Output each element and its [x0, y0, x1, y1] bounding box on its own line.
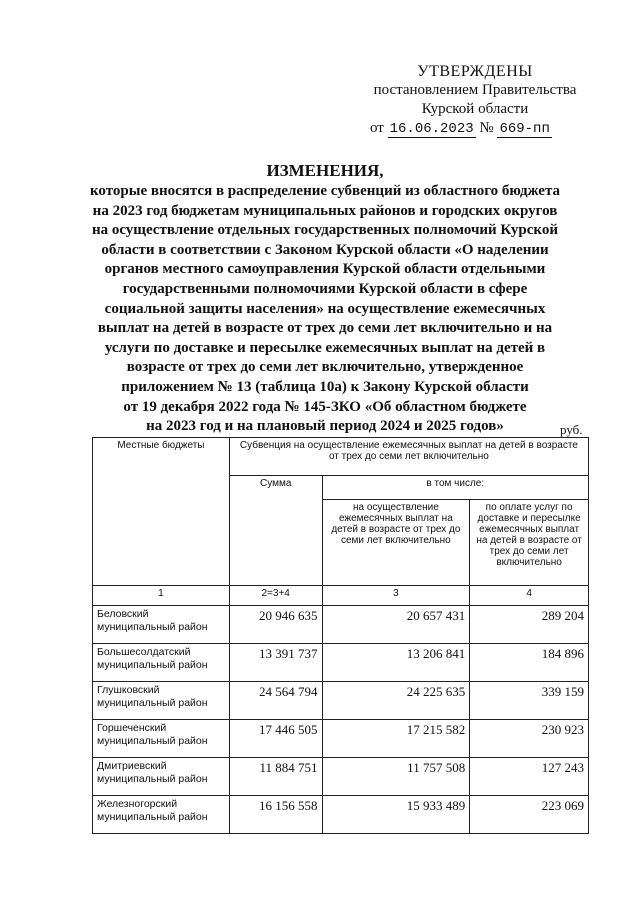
index-4: 4 [470, 586, 589, 606]
heading-line: на осуществление отдельных государственных полномочий Курской [91, 222, 559, 239]
row-name: Горшеченский муниципальный район [93, 720, 230, 758]
table-row [93, 720, 589, 758]
row-delivery: 127 243 [470, 758, 589, 796]
heading-line: услуги по доставке и пересылке ежемесячных выплат на детей в [104, 339, 546, 356]
row-sum: 17 446 505 [229, 720, 322, 758]
row-sum: 16 156 558 [229, 796, 322, 834]
heading-line: органов местного самоуправления Курской области отдельными [104, 261, 546, 278]
row-delivery: 289 204 [470, 606, 589, 644]
subvention-table [92, 437, 589, 834]
table-row [93, 682, 589, 720]
row-name: Большесолдатский муниципальный район [93, 644, 230, 682]
row-name: Дмитриевский муниципальный район [93, 758, 230, 796]
row-payments: 17 215 582 [322, 720, 470, 758]
approval-line-1: постановлением Правительства [373, 82, 577, 98]
approval-line-2: Курской области [421, 101, 529, 117]
row-delivery: 339 159 [470, 682, 589, 720]
row-payments: 11 757 508 [322, 758, 470, 796]
approval-number: 669-пп [499, 121, 550, 137]
index-3: 3 [322, 586, 470, 606]
index-2: 2=3+4 [229, 586, 322, 606]
table-row [93, 796, 589, 834]
header-budgets: Местные бюджеты [93, 438, 230, 586]
document-heading [80, 160, 570, 437]
heading-title: ИЗМЕНЕНИЯ, [266, 161, 384, 180]
row-sum: 13 391 737 [229, 644, 322, 682]
heading-line: на 2023 год бюджетам муниципальных районов и городских округов [92, 202, 558, 219]
table-row [93, 644, 589, 682]
row-name: Беловский муниципальный район [93, 606, 230, 644]
row-payments: 15 933 489 [322, 796, 470, 834]
number-prefix: № [479, 120, 494, 136]
row-payments: 20 657 431 [322, 606, 470, 644]
index-1: 1 [93, 586, 230, 606]
header-sum: Сумма [229, 476, 322, 586]
row-sum: 11 884 751 [229, 758, 322, 796]
row-sum: 24 564 794 [229, 682, 322, 720]
header-subvention: Субвенция на осуществление ежемесячных выплат на детей в возрасте от трех до семи лет включительно [229, 438, 588, 476]
table-row [93, 758, 589, 796]
heading-line: государственными полномочиями Курской области в сфере [122, 280, 528, 297]
row-name: Глушковский муниципальный район [93, 682, 230, 720]
heading-line: области в соответствии с Законом Курской области «О наделении [101, 241, 549, 258]
approval-block [360, 62, 590, 139]
table-row [93, 606, 589, 644]
row-delivery: 223 069 [470, 796, 589, 834]
heading-line: выплат на детей в возрасте от трех до семи лет включительно и на [97, 320, 553, 337]
row-payments: 24 225 635 [322, 682, 470, 720]
row-delivery: 230 923 [470, 720, 589, 758]
header-including: в том числе: [322, 476, 588, 500]
approval-date: 16.06.2023 [389, 121, 474, 137]
heading-line: от 19 декабря 2022 года № 145-ЗКО «Об областном бюджете [123, 398, 527, 415]
row-name: Железногорский муниципальный район [93, 796, 230, 834]
approval-title: УТВЕРЖДЕНЫ [417, 63, 533, 80]
row-sum: 20 946 635 [229, 606, 322, 644]
row-payments: 13 206 841 [322, 644, 470, 682]
heading-line: которые вносятся в распределение субвенций из областного бюджета [89, 183, 561, 199]
header-payments: на осуществление ежемесячных выплат на детей в возрасте от трех до семи лет включительно [322, 500, 470, 586]
header-delivery: по оплате услуг по доставке и пересылке ежемесячных выплат на детей в возрасте от трех до семи лет включительно [470, 500, 589, 586]
heading-line: приложением № 13 (таблица 10а) к Закону Курской области [121, 378, 529, 395]
heading-line: на 2023 год и на плановый период 2024 и 2025 годов» [146, 418, 504, 435]
row-delivery: 184 896 [470, 644, 589, 682]
unit-label: руб. [560, 422, 583, 437]
approval-date-line [360, 119, 590, 139]
date-prefix: от [370, 120, 384, 136]
heading-line: возрасте от трех до семи лет включительно, утвержденное [126, 359, 524, 376]
heading-line: социальной защиты населения» на осуществление ежемесячных [104, 300, 546, 317]
